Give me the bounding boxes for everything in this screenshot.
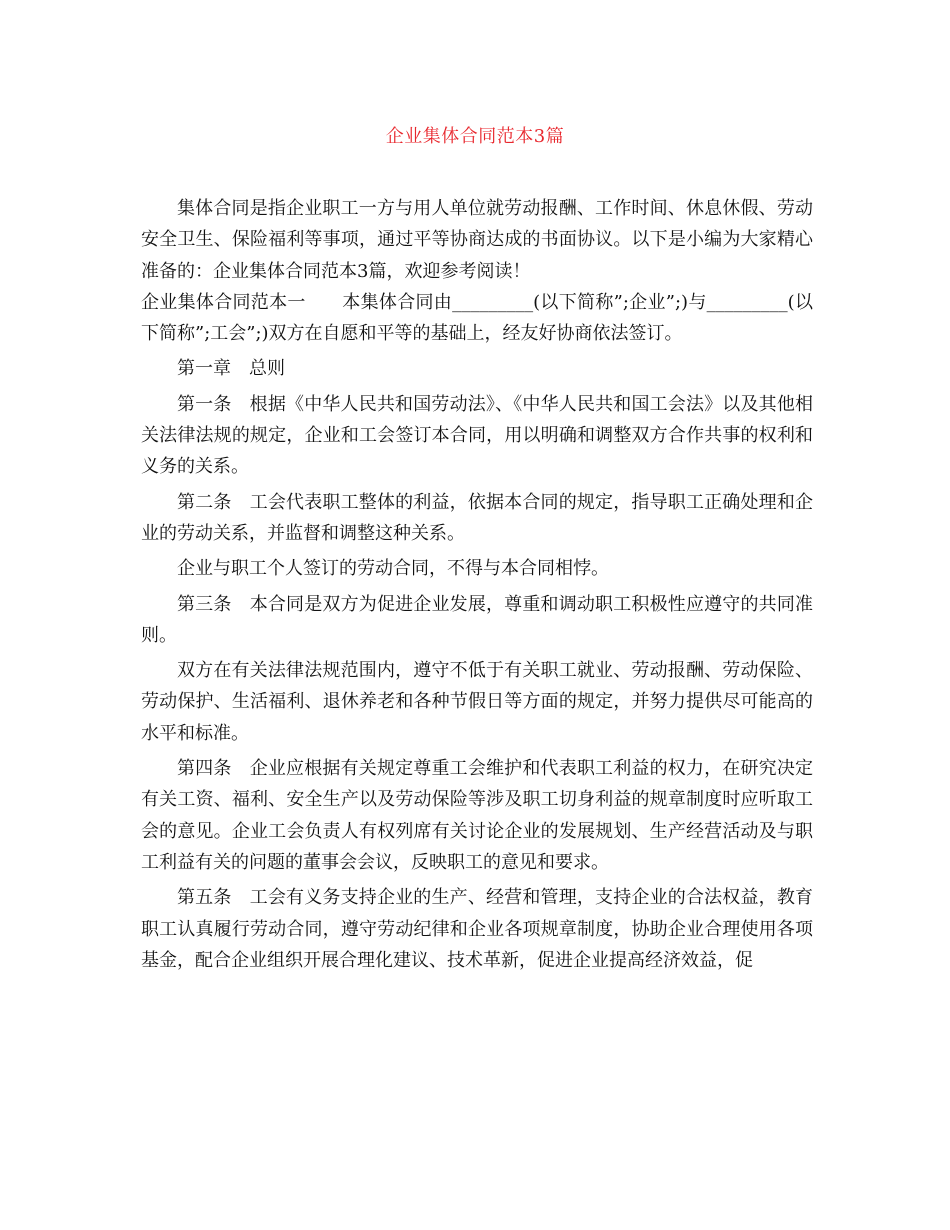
- article-1: 第一条 根据《中华人民共和国劳动法》、《中华人民共和国工会法》以及其他相关法律法规的规定，企业和工会签订本合同，用以明确和调整双方合作共事的权利和义务的关系。: [141, 393, 813, 478]
- contract-preamble: 企业集体合同范本一 本集体合同由_________(以下简称”;企业”;)与_________(以下简称”;工会”;)双方在自愿和平等的基础上，经友好协商依法签订。: [141, 291, 813, 345]
- article-2-note: 企业与职工个人签订的劳动合同，不得与本合同相悖。: [177, 558, 609, 580]
- intro-paragraph: 集体合同是指企业职工一方与用人单位就劳动报酬、工作时间、休息休假、劳动安全卫生、保险福利等事项，通过平等协商达成的书面协议。以下是小编为大家精心准备的：企业集体合同范本3篇，欢迎参考阅读！: [141, 198, 813, 282]
- document-title: 企业集体合同范本3篇: [385, 126, 565, 147]
- document-body: [141, 193, 813, 976]
- article-5: 第五条 工会有义务支持企业的生产、经营和管理，支持企业的合法权益，教育职工认真履行劳动合同，遵守劳动纪律和企业各项规章制度，协助企业合理使用各项基金，配合企业组织开展合理化建议、技术革新，促进企业提高经济效益，促: [141, 887, 813, 971]
- chapter-heading: 第一章 总则: [177, 358, 285, 380]
- article-2: 第二条 工会代表职工整体的利益，依据本合同的规定，指导职工正确处理和企业的劳动关系，并监督和调整这种关系。: [141, 491, 813, 544]
- article-3-detail: 双方在有关法律法规范围内，遵守不低于有关职工就业、劳动报酬、劳动保险、劳动保护、生活福利、退休养老和各种节假日等方面的规定，并努力提供尽可能高的水平和标准。: [141, 660, 813, 744]
- article-4: 第四条 企业应根据有关规定尊重工会维护和代表职工利益的权力，在研究决定有关工资、福利、安全生产以及劳动保险等涉及职工切身利益的规章制度时应听取工会的意见。企业工会负责人有权列席有关讨论企业的发展规划、生产经营活动及与职工利益有关的问题的董事会会议，反映职工的意见和要求。: [141, 758, 813, 873]
- article-3: 第三条 本合同是双方为促进企业发展，尊重和调动职工积极性应遵守的共同准则。: [141, 593, 813, 646]
